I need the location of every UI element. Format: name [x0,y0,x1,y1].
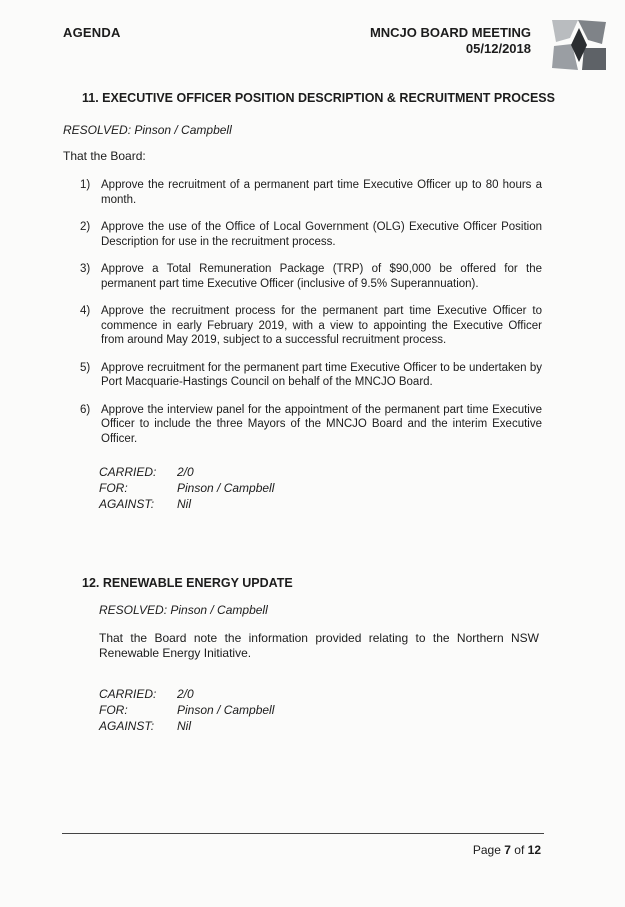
list-item: 2) Approve the use of the Office of Local Government (OLG) Executive Officer Position Description for use in the recruitment process. [80,221,542,248]
section-12-resolved: RESOLVED: Pinson / Campbell [99,603,268,617]
meeting-date: 05/12/2018 [465,41,531,56]
section-11-vote: CARRIED: 2/0 FOR: Pinson / Campbell AGAINST: Nil [99,465,275,511]
vote-against: Nil [177,497,191,511]
vote-carried: 2/0 [177,687,194,701]
mncjo-logo-icon [548,18,610,72]
footer-divider [62,833,544,834]
section-12-vote: CARRIED: 2/0 FOR: Pinson / Campbell AGAINST: Nil [99,687,275,733]
vote-carried: 2/0 [177,465,194,479]
page-number: Page 7 of 12 [472,843,541,857]
meeting-title: MNCJO BOARD MEETING [369,25,531,40]
agenda-label: AGENDA [63,25,121,40]
vote-for: Pinson / Campbell [177,481,275,495]
meeting-header [370,25,531,57]
section-11-heading: 11. EXECUTIVE OFFICER POSITION DESCRIPTION & RECRUITMENT PROCESS [82,91,555,105]
list-item: 1) Approve the recruitment of a permanent part time Executive Officer up to 80 hours a month. [80,179,542,206]
list-item: 3) Approve a Total Remuneration Package (TRP) of $90,000 be offered for the permanent part time Executive Officer (inclusive of 9.5% Superannuation). [80,263,542,290]
list-item: 6) Approve the interview panel for the appointment of the permanent part time Executive Officer to include the three Mayors of the MNCJO Board and the interim Executive Officer. [80,403,542,445]
vote-for: Pinson / Campbell [177,703,275,717]
section-12-heading: 12. RENEWABLE ENERGY UPDATE [82,576,293,590]
section-12-text: That the Board note the information provided relating to the Northern NSW Renewable Energy Initiative. [99,631,539,660]
section-11-resolved: RESOLVED: Pinson / Campbell [63,123,232,137]
vote-against: Nil [177,719,191,733]
section-11-intro: That the Board: [63,149,146,163]
list-item: 4) Approve the recruitment process for the permanent part time Executive Officer to commence in early February 2019, with a view to appointing the Executive Officer from around May 2019, subject to a successful recruitment process. [80,305,542,346]
resolution-list [80,178,542,459]
list-item: 5) Approve recruitment for the permanent part time Executive Officer to be undertaken by Port Macquarie-Hastings Council on behalf of the MNCJO Board. [80,361,542,388]
